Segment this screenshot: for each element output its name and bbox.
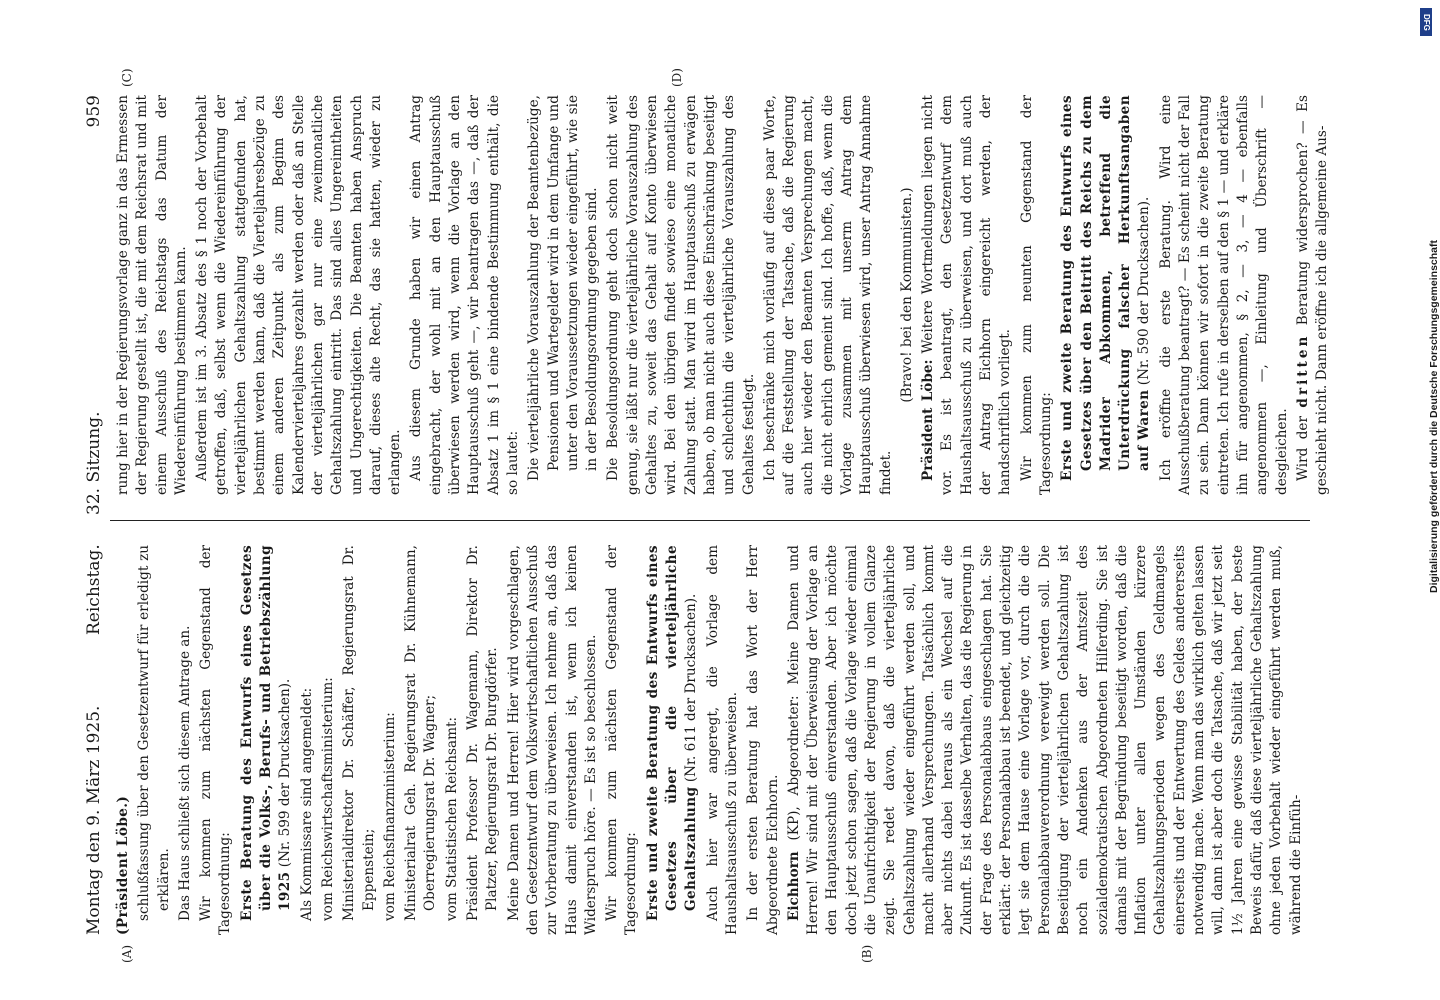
paragraph: rung hier in der Regierungsvorlage ganz in das Ermessen der Regierung gestellt ist, die mit dem Reichsrat und mit einem Ausschuß des Reichstags das Datum der Wiedereinführung bestimmen kann.: [115, 95, 189, 495]
paragraph: Das Haus schließt sich diesem Antrage an.: [176, 625, 193, 921]
speech-text: Weitere Wortmeldungen liegen nicht vor. Es ist beantragt, den Gesetzentwurf dem Haushaltsausschuß zu überweisen, und dort muß auch der Antrag Eichhorn eingereicht werden, der handschriftlich vorliegt.: [920, 94, 1014, 495]
margin-marker-a: (A): [120, 944, 134, 963]
header-session: 32. Sitzung.: [84, 411, 104, 515]
text-fragment: Wird der: [1294, 416, 1311, 481]
agenda-item-ref: (Nr. 611 der Drucksachen).: [683, 593, 700, 783]
paragraph: [1294, 95, 1333, 495]
paragraph: vom Statistischen Reichsamt:: [443, 716, 460, 921]
header-date: Montag den 9. März 1925.: [84, 705, 104, 935]
paragraph: Ich beschränke mich vorläufig auf diese paar Worte, auf die Feststellung der Tatsache, daß die Regierung auch hier wieder den Beamten Versprechungen macht, die nicht ehrlich gemeint sind. Ich hoffe, daß, wenn die Vorlage zusammen mit unserm Antrag dem Hauptausschuß überwiesen wird, unser Antrag Annahme findet.: [761, 95, 894, 495]
paragraph: Meine Damen und Herren! Hier wird vorgeschlagen, den Gesetzentwurf dem Volkswirtschaftlichen Ausschuß zur Vorberatung zu überweisen. Ich nehme an, daß das Haus damit einverstanden ist, wenn ich keinen Widerspruch höre. — Es ist so beschlossen.: [505, 545, 599, 935]
paragraph: Auch hier war angeregt, die Vorlage dem Haushaltsausschuß zu überweisen.: [704, 545, 740, 935]
paragraph: Als Kommissare sind angemeldet:: [298, 687, 315, 921]
agenda-item-ref: (Nr. 590 der Drucksachen).: [1136, 196, 1153, 386]
paragraph: Ich eröffne die erste Beratung. Wird eine Ausschußberatung beantragt? — Es scheint nicht der Fall zu sein. Dann können wir sofort in die zweite Beratung eintreten. Ich rufe in derselben auf den § 1 — und erkläre ihn für angenommen, § 2, — 3, — 4 — ebenfalls angenommen —, Einleitung und Überschrift — desgleichen.: [1157, 95, 1290, 495]
page-header: [80, 95, 108, 935]
speech-text: (KP), Abgeordneter: Meine Damen und Herren! Wir sind mit der Überweisung der Vorlage an den Hauptausschuß einverstanden. Aber ich möchte doch jetzt schon sagen, daß die Vorlage wieder einmal die Unaufrichtigkeit der Regierung in vollem Glanze zeigt. Sie redet davon, daß die vierteljährliche Gehaltszahlung wieder eingeführt werden soll, und macht allerhand Versprechungen. Tatsächlich kommt aber nichts dabei heraus als ein Wechsel auf die Zukunft. Es ist dasselbe Verhalten, das die Regierung in der Frage des Personalabbaus eingeschlagen hat. Sie erklärt: der Personalabbau ist beendet, und gleichzeitig legt sie dem Hause eine Vorlage vor, durch die die Personalabbauverordnung verewigt werden soll. Die Beseitigung der vierteljährlichen Gehaltszahlung ist noch ein Andenken aus der Amtszeit des sozialdemokratischen Abgeordneten Hilferding. Sie ist damals mit der Begründung beseitigt worden, daß die Inflation unter allen Umständen kürzere Gehaltszahlungsperioden wegen des Geldmangels einerseits und der Entwertung des Geldes andererseits notwendig mache. Wenn man das wirklich gelten lassen will, dann ist aber doch die Tatsache, daß wir jetzt seit 1½ Jahren eine gewisse Stabilität haben, der beste Beweis dafür, daß diese vierteljährliche Gehaltszahlung ohne jeden Vorbehalt wieder eingeführt werden muß, während die Einfüh-: [785, 545, 1304, 935]
applause-note: (Bravo! bei den Kommunisten.): [898, 187, 915, 403]
paragraph: Wir kommen zum nächsten Gegenstand der Tagesordnung:: [198, 545, 234, 935]
digitization-credit: Digitalisierung gefördert durch die Deutsche Forschungsgemeinschaft: [1428, 240, 1440, 593]
paragraph: schlußfassung über den Gesetzentwurf für erledigt zu erklären.: [136, 545, 172, 921]
agenda-item: [1058, 95, 1154, 495]
quoted-motion: Die vierteljährliche Vorauszahlung der Beamtenbezüge, Pensionen und Wartegelder wird in dem Umfange und unter den Voraussetzungen wieder eingeführt, wie sie in der Besoldungsordnung gegeben sind.: [526, 95, 601, 481]
header-title: Reichstag.: [84, 544, 104, 635]
paragraph: Ministerialrat Geh. Regierungsrat Dr. Kühnemann, Oberregierungsrat Dr. Wagner;: [403, 545, 439, 921]
page-number: 959: [84, 95, 104, 128]
paragraph: Präsident Professor Dr. Wagemann, Direktor Dr. Platzer, Regierungsrat Dr. Burgdörfer.: [465, 545, 501, 921]
speech-paragraph: [919, 95, 1015, 495]
paragraph: Außerdem ist im 3. Absatz des § 1 noch der Vorbehalt getroffen, daß, selbst wenn die Wiedereinführung der vierteljährlichen Gehaltszahlung stattgefunden hat, bestimmt werden kann, daß die Vierteljahresbezüge zu einem anderen Zeitpunkt als zum Beginn des Kalendervierteljahres gezahlt werden oder daß an Stelle der vierteljährlichen gar nur eine zweimonatliche Gehaltszahlung eintritt. Das sind alles Ungereimtheiten und Ungerechtigkeiten. Die Beamten haben Anspruch darauf, dieses alte Recht, das sie hatten, wieder zu erlangen.: [194, 95, 404, 495]
paragraph: In der ersten Beratung hat das Wort der Herr Abgeordnete Eichhorn.: [745, 545, 781, 935]
paragraph: vom Reichswirtschaftsministerium:: [319, 677, 336, 921]
agenda-item-ref: (Nr. 599 der Drucksachen).: [277, 678, 294, 868]
text-column-left: [114, 545, 1304, 935]
paragraph: Wir kommen zum neunten Gegenstand der Tagesordnung:: [1018, 95, 1054, 495]
paragraph: Ministerialdirektor Dr. Schäffer, Regierungsrat Dr. Eppenstein;: [341, 545, 377, 921]
agenda-item-title: Erste und zweite Beratung des Entwurfs eines Gesetzes über den Beitritt des Reichs zu dem Madrider Abkommen, betreffend die Unterdrückung falscher Herkunftsangaben auf Waren: [1059, 95, 1153, 481]
speaker-name: Präsident Löbe:: [920, 359, 937, 481]
paragraph: Die Besoldungsordnung geht doch schon nicht weit genug, sie läßt nur die vierteljährliche Vorauszahlung des Gehaltes zu, soweit das Gehalt auf Konto überwiesen wird. Bei den übrigen findet sowieso eine monatliche Zahlung statt. Man wird im Hauptausschuß zu erwägen haben, ob man nicht auch diese Einschränkung beseitigt und schlechthin die vierteljährliche Vorauszahlung des Gehaltes festlegt.: [605, 95, 757, 495]
dfg-logo: DFG: [1420, 8, 1432, 36]
rotated-document-page: [80, 68, 1331, 963]
text-column-right: [114, 94, 1331, 495]
agenda-item: [238, 545, 296, 935]
speaker-name: Eichhorn: [785, 851, 802, 921]
agenda-item-title: Erste Beratung des Entwurfs eines Gesetzes über die Volks-, Berufs- und Betriebszählung 1925: [238, 545, 294, 921]
emphasized-word: dritten: [1294, 333, 1311, 408]
paragraph: Wir kommen zum nächsten Gegenstand der Tagesordnung:: [604, 545, 640, 935]
agenda-item-title: Erste und zweite Beratung des Entwurfs eines Gesetzes über die vierteljährliche Gehaltszahlung: [644, 545, 700, 921]
paragraph: vom Reichsfinanzministerium:: [381, 712, 398, 921]
agenda-item: [644, 545, 702, 935]
text-fragment: Beratung widersprochen? — Es geschieht nicht. Dann eröffne ich die allgemeine Aus-: [1294, 95, 1331, 495]
column-divider: [110, 520, 1310, 521]
margin-marker-d: (D): [670, 68, 684, 87]
speaker-note: (Präsident Löbe.): [115, 795, 131, 935]
margin-marker-c: (C): [120, 68, 134, 87]
margin-marker-b: (B): [860, 944, 874, 963]
speech-paragraph: [785, 545, 1306, 935]
paragraph: Aus diesem Grunde haben wir einen Antrag eingebracht, der wohl mit an den Hauptausschuß überwiesen werden wird, wenn die Vorlage an den Hauptausschuß geht —, wir beantragen das —, daß der Absatz 1 im § 1 eine bindende Bestimmung enthält, die so lautet:: [408, 95, 521, 495]
